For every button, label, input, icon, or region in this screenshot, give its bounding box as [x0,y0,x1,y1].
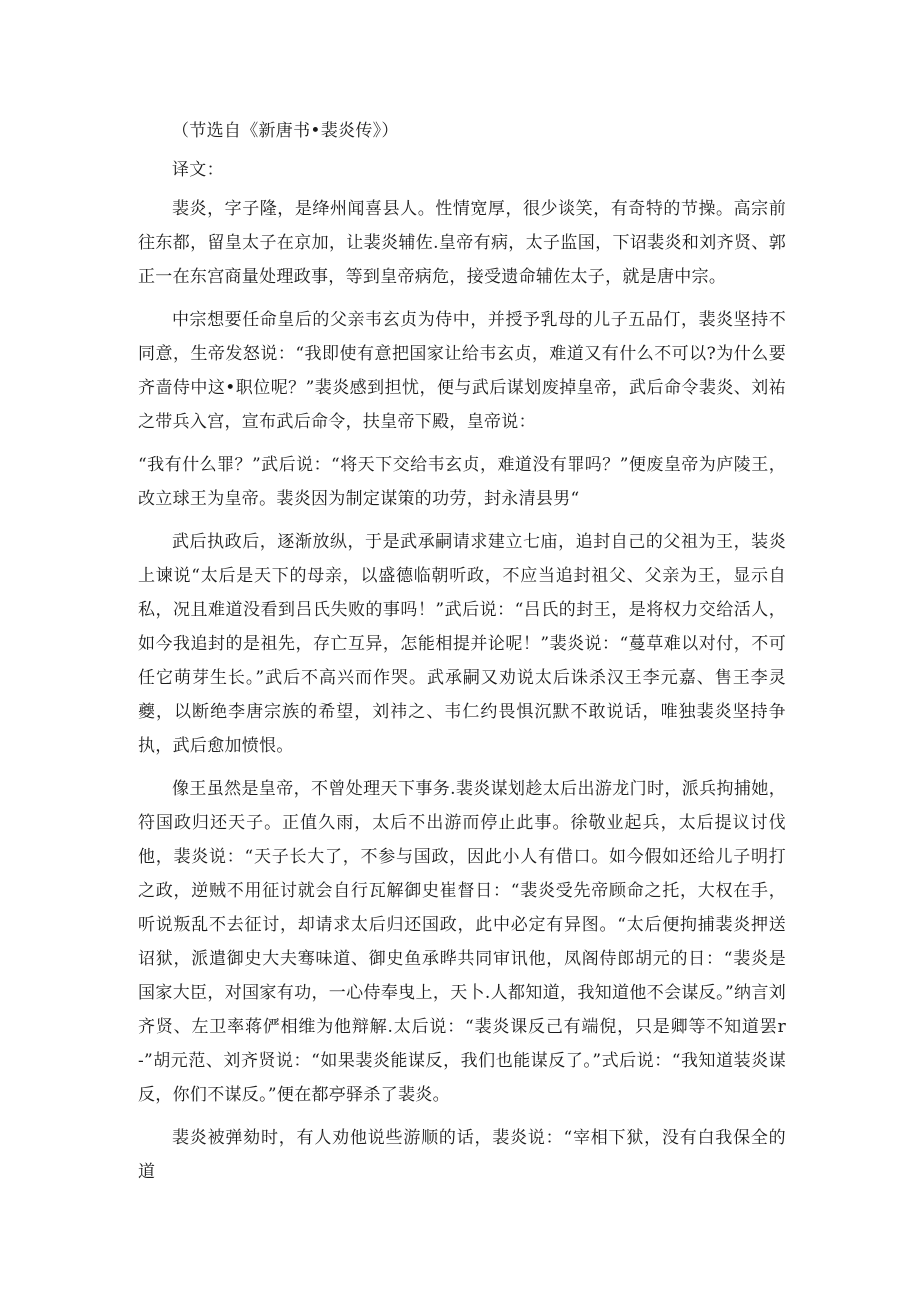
paragraph-1: 裴炎，字子隆，是绛州闻喜县人。性情宽厚，很少谈笑，有奇特的节操。高宗前往东都，留皇太子在京加，让裴炎辅佐.皇帝有病，太子监国，下诏裴炎和刘齐贤、郭正一在东宫商量处理政事，等到皇帝病危，接受遗命辅佐太子，就是唐中宗。 [138,199,786,287]
paragraph-5: 像王虽然是皇帝，不曾处理天下事务.裴炎谋划趁太后出游龙门时，派兵拘捕她，符国政归还天子。正值久雨，太后不出游而停止此事。徐敬业起兵，太后提议讨伐他，裴炎说：“天子长大了，不参与国政，因此小人有借口。如今假如还给儿子明打之政，逆贼不用征讨就会自行瓦解御史崔督日：“裴炎受先帝顾命之托，大权在手，听说叛乱不去征讨，却请求太后归还国政，此中必定有异图。“太后便拘捕裴炎押送诏狱，派遣御史大夫骞味道、御史鱼承晔共同审讯他，凤阁侍郎胡元的日：“裴炎是国家大臣，对国家有功，一心侍奉曳上，天卜.人都知道，我知道他不会谋反。”纳言刘齐贤、左卫率蒋俨相维为他辩解.太后说：“裴炎课反己有端倪，只是卿等不知道罢r-”胡元范、刘齐贤说：“如果裴炎能谋反，我们也能谋反了。”式后说：“我知道装炎谋反，你们不谋反。”便在都亭驿杀了裴炎。 [138,779,786,1105]
source-citation: （节选自《新唐书•裴炎传》） [172,121,399,141]
paragraph-3: “我有什么罪？”武后说：“将天下交给韦玄贞，难道没有罪吗？”便废皇帝为庐陵王，改立球王为皇帝。裴炎因为制定谋策的功劳，封永清县男“ [138,455,786,509]
translation-heading: 译文： [172,160,224,180]
paragraph-4: 武后执政后，逐渐放纵，于是武承嗣请求建立七庙，追封自己的父祖为王，装炎上谏说“太后是天下的母亲，以盛德临朝听政，不应当追封祖父、父亲为王，显示自私，况且难道没看到吕氏失败的事吗！”武后说：“吕氏的封王，是将权力交给活人，如今我追封的是祖先，存亡互异，怎能相提并论呢！”裴炎说：“蔓草难以对付，不可任它萌芽生长。”武后不高兴而作哭。武承嗣又劝说太后诛杀汉王李元嘉、售王李灵夔，以断绝李唐宗族的希望，刘祎之、韦仁约畏惧沉默不敢说话，唯独裴炎坚持争执，武后愈加愤恨。 [138,532,786,756]
document-body [138,114,786,1198]
paragraph-2: 中宗想要任命皇后的父亲韦玄贞为侍中，并授予乳母的儿子五品仃，裴炎坚持不同意，生帝发怒说：“我即使有意把国家让给韦玄贞，难道又有什么不可以?为什么要齐啬侍中这•职位呢？”裴炎感到担忧，便与武后谋划废掉皇帝，武后命令裴炎、刘祐之带兵入宫，宣布武后命令，扶皇帝下殿，皇帝说： [138,310,786,432]
paragraph-6: 裴炎被弹劾时，有人劝他说些游顺的话，裴炎说：“宰相下狱，没有白我保全的道 [138,1128,786,1182]
